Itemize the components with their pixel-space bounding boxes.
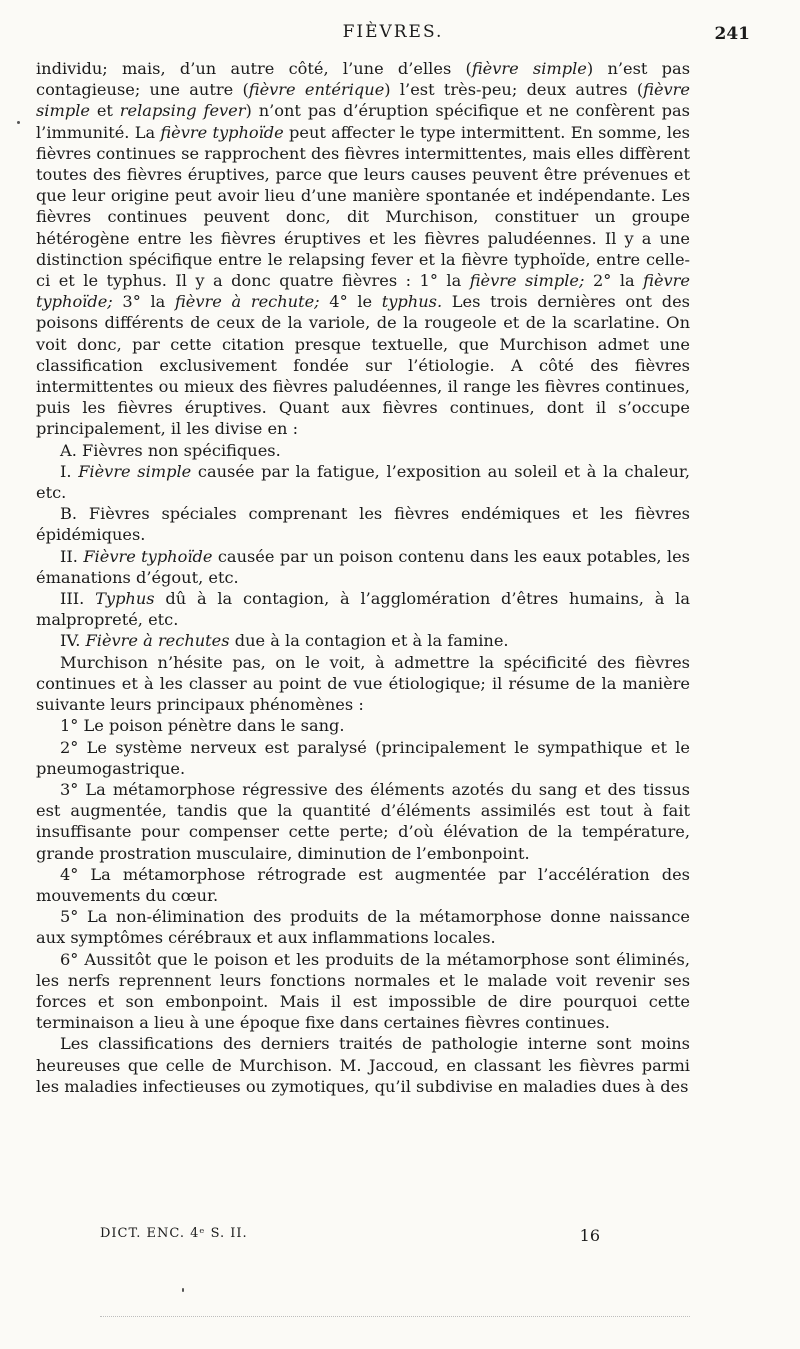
paragraph: 4° La métamorphose rétrograde est augmentée par l’accélération des mouvements du cœur.: [36, 864, 690, 905]
page-footer: [100, 1226, 600, 1250]
body-text: [36, 58, 690, 1097]
paragraph: 2° Le système nerveux est paralysé (principalement le sympathique et le pneumogastrique.: [36, 737, 690, 778]
paragraph: 6° Aussitôt que le poison et les produits de la métamorphose sont éliminés, les nerfs reprennent leurs fonctions normales et le malade voit revenir ses forces et son embonpoint. Mais il est impossible de dire pourquoi cette terminaison a lieu à une époque fixe dans certaines fièvres continues.: [36, 949, 690, 1033]
paragraph: 1° Le poison pénètre dans le sang.: [60, 716, 345, 736]
paragraph: IV. Fièvre à rechutes due à la contagion et à la famine.: [60, 631, 509, 651]
paragraph: individu; mais, d’un autre côté, l’une d’elles (fièvre simple) n’est pas contagieuse; une autre (fièvre entérique) l’est très-peu; deux autres (fièvre simple et relapsing fever) n’ont pas d’éruption spécifique et ne confèrent pas l’immunité. La fièvre typhoïde peut affecter le type intermittent. En somme, les fièvres continues se rapprochent des fièvres intermittentes, mais elles diffèrent toutes des fièvres éruptives, parce que leurs causes peuvent être prévenues et que leur origine peut avoir lieu d’une manière spontanée et indépendante. Les fièvres continues peuvent donc, dit Murchison, constituer un groupe hétérogène entre les fièvres éruptives et les fièvres paludéennes. Il y a une distinction spécifique entre le relapsing fever et la fièvre typhoïde, entre celle-ci et le typhus. Il y a donc quatre fièvres : 1° la fièvre simple; 2° la fièvre typhoïde; 3° la fièvre à rechute; 4° le typhus. Les trois dernières ont des poisons différents de ceux de la variole, de la rougeole et de la scarlatine. On voit donc, par cette citation presque textuelle, que Murchison admet une classification exclusivement fondée sur l’étiologie. A côté des fièvres intermittentes ou mieux des fièvres paludéennes, il range les fièvres continues, puis les fièvres éruptives. Quant aux fièvres continues, dont il s’occupe principalement, il les divise en :: [36, 59, 690, 439]
paragraph: II. Fièvre typhoïde causée par un poison contenu dans les eaux potables, les émanations d’égout, etc.: [36, 546, 690, 587]
running-head: [36, 22, 750, 50]
paragraph: B. Fièvres spéciales comprenant les fièvres endémiques et les fièvres épidémiques.: [36, 504, 690, 545]
page-number: 241: [714, 24, 750, 44]
paragraph: III. Typhus dû à la contagion, à l’agglomération d’êtres humains, à la malpropreté, etc.: [36, 589, 690, 630]
paragraph: Murchison n’hésite pas, on le voit, à admettre la spécificité des fièvres continues et à les classer au point de vue étiologique; il résume de la manière suivante leurs principaux phénomènes :: [36, 652, 690, 715]
paragraph: 5° La non-élimination des produits de la métamorphose donne naissance aux symptômes cérébraux et aux inflammations locales.: [36, 907, 690, 948]
margin-speck: [182, 1288, 184, 1292]
paragraph: A. Fièvres non spécifiques.: [60, 440, 281, 460]
margin-speck: [17, 121, 20, 124]
bottom-rule: [100, 1316, 690, 1317]
signature-mark: DICT. ENC. 4ᵉ S. II.: [100, 1226, 248, 1241]
paragraph: Les classifications des derniers traités de pathologie interne sont moins heureuses que celle de Murchison. M. Jaccoud, en classant les fièvres parmi les maladies infectieuses ou zymotiques, qu’il subdivise en maladies dues à des: [36, 1034, 690, 1096]
paragraph: I. Fièvre simple causée par la fatigue, l’exposition au soleil et à la chaleur, etc.: [36, 461, 690, 503]
sheet-number: 16: [579, 1226, 600, 1245]
paragraph: 3° La métamorphose régressive des éléments azotés du sang et des tissus est augmentée, tandis que la quantité d’éléments assimilés est tout à fait insuffisante pour compenser cette perte; d’où élévation de la température, grande prostration musculaire, diminution de l’embonpoint.: [36, 779, 690, 863]
page-title: FIÈVRES.: [342, 22, 444, 42]
